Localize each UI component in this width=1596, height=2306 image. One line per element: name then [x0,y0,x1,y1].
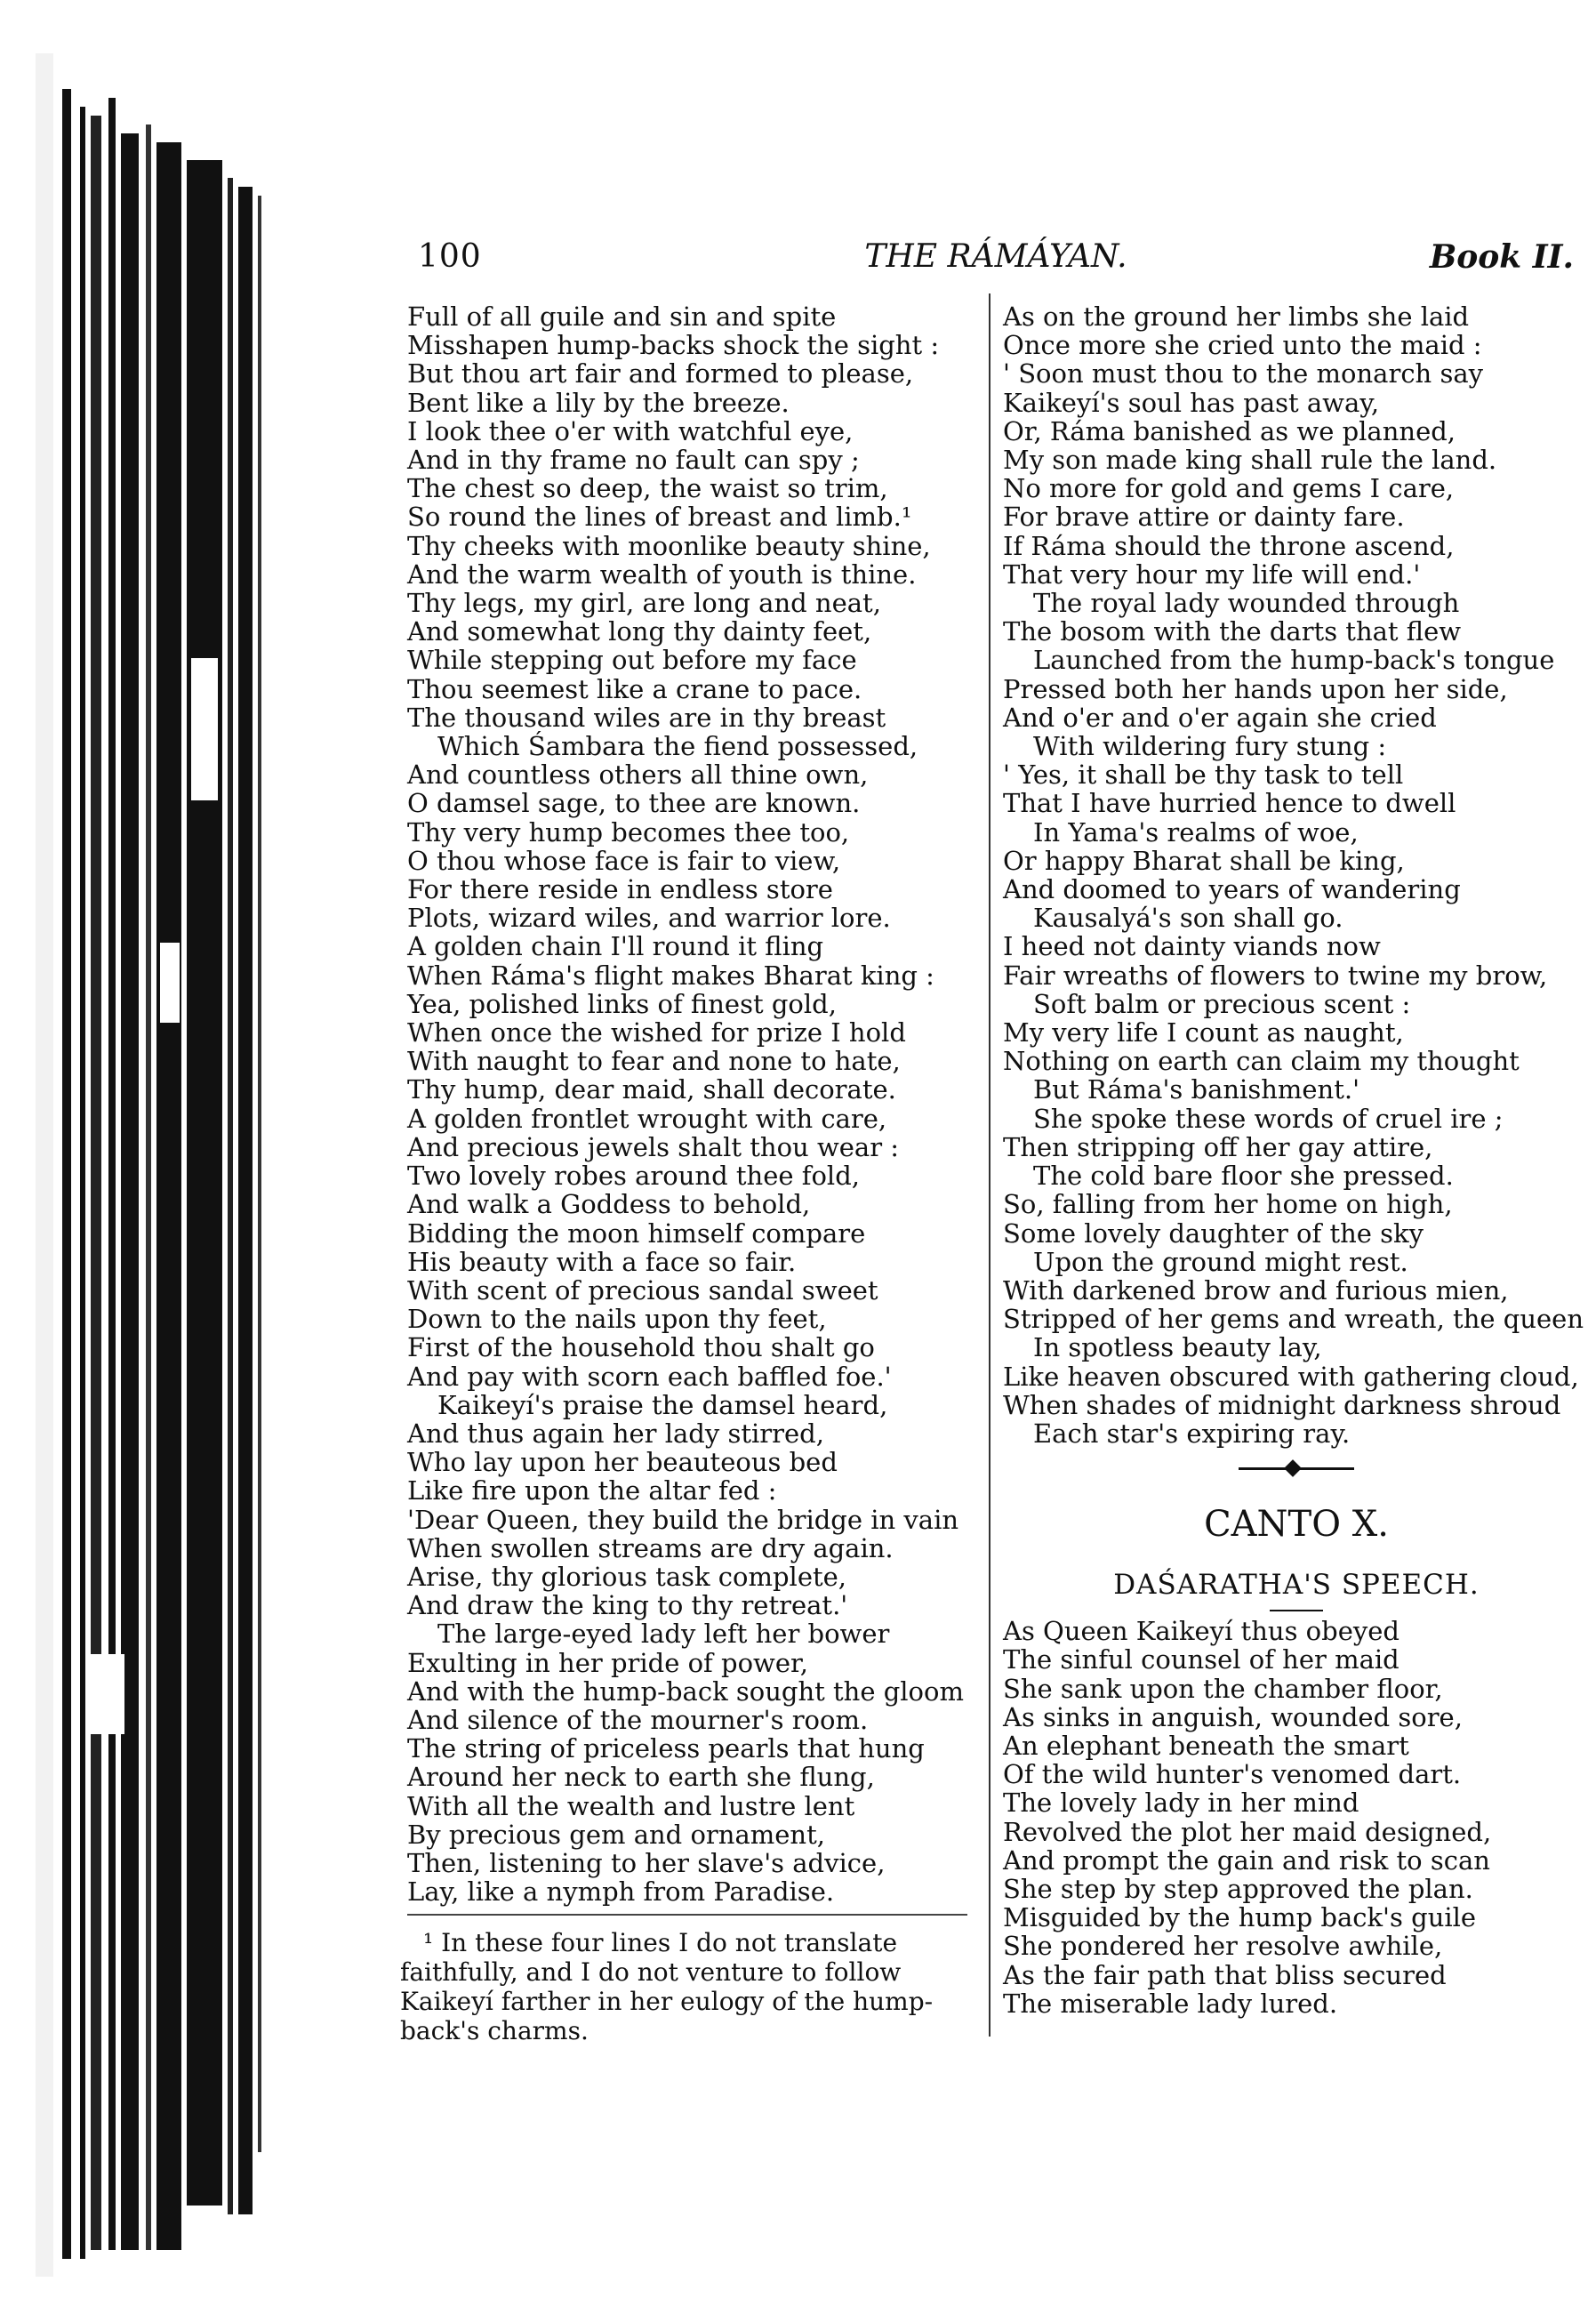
verse-line: The string of priceless pearls that hung [407,1733,925,1764]
verse-line: I heed not dainty viands now [1003,931,1381,962]
verse-line: While stepping out before my face [407,645,857,676]
verse-line: So round the lines of breast and limb.¹ [407,502,912,533]
verse-line: With darkened brow and furious mien, [1003,1274,1509,1306]
verse-line: First of the household thou shalt go [407,1332,875,1363]
verse-line: Who lay upon her beauteous bed [407,1447,838,1478]
verse-line: And thus again her lady stirred, [407,1418,824,1449]
verse-line: My very life I count as naught, [1003,1017,1404,1049]
verse-line: As sinks in anguish, wounded sore, [1003,1701,1463,1732]
verse-line: Soft balm or precious scent : [1033,988,1411,1019]
verse-line: My son made king shall rule the land. [1003,445,1497,476]
verse-line: ' Soon must thou to the monarch say [1003,358,1484,390]
verse-line: By precious gem and ornament, [407,1819,825,1850]
verse-line: Of the wild hunter's venomed dart. [1003,1759,1462,1790]
verse-line: In Yama's realms of woe, [1033,816,1359,848]
verse-line: No more for gold and gems I care, [1003,473,1455,504]
page-number: 100 [418,238,482,275]
section-ornament [1003,1460,1590,1478]
verse-line: Thy very hump becomes thee too, [407,816,850,848]
verse-line: Thy cheeks with moonlike beauty shine, [407,530,931,561]
footnote-line: faithfully, and I do not venture to follow [400,1957,902,1987]
verse-line: Around her neck to earth she flung, [407,1762,875,1793]
verse-line: Bidding the moon himself compare [407,1217,866,1249]
verse-line: ' Yes, it shall be thy task to tell [1003,759,1404,791]
verse-line: She spoke these words of cruel ire ; [1033,1103,1504,1134]
verse-line: 'Dear Queen, they build the bridge in vain [407,1504,959,1535]
verse-line: In spotless beauty lay, [1033,1332,1322,1363]
verse-line: When Ráma's flight makes Bharat king : [407,960,934,991]
verse-line: Bent like a lily by the breeze. [407,387,790,418]
verse-line: For brave attire or dainty fare. [1003,502,1405,533]
verse-line: Plots, wizard wiles, and warrior lore. [407,903,891,934]
verse-line: And o'er and o'er again she cried [1003,702,1437,733]
column-divider [989,293,990,2037]
verse-line: Which Śambara the fiend possessed, [437,731,918,762]
verse-line: With all the wealth and lustre lent [407,1790,855,1821]
verse-line: With naught to fear and none to hate, [407,1046,901,1077]
verse-line: An elephant beneath the smart [1003,1730,1409,1761]
verse-line: Then stripping off her gay attire, [1003,1131,1433,1162]
footnote [400,1928,969,2045]
verse-line: I look thee o'er with watchful eye, [407,415,854,446]
verse-line: The cold bare floor she pressed. [1033,1161,1454,1192]
verse-line: Thy legs, my girl, are long and neat, [407,588,881,619]
verse-line: Like heaven obscured with gathering cloud, [1003,1361,1579,1392]
verse-line: And countless others all thine own, [407,759,869,791]
verse-line: And the warm wealth of youth is thine. [407,558,917,590]
verse-line: And with the hump-back sought the gloom [407,1675,964,1707]
verse-line: The sinful counsel of her maid [1003,1644,1400,1675]
verse-line: When swollen streams are dry again. [407,1532,894,1563]
verse-line: And draw the king to thy retreat.' [407,1590,848,1621]
verse-line: As the fair path that bliss secured [1003,1959,1447,1990]
verse-line: Misguided by the hump back's guile [1003,1902,1477,1933]
verse-line: Two lovely robes around thee fold, [407,1161,860,1192]
verse-line: The large-eyed lady left her bower [437,1619,890,1650]
verse-line: O thou whose face is fair to view, [407,845,841,876]
verse-line: She sank upon the chamber floor, [1003,1673,1443,1704]
verse-line: The royal lady wounded through [1033,588,1460,619]
verse-line: She pondered her resolve awhile, [1003,1931,1443,1962]
verse-line: And silence of the mourner's room. [407,1704,869,1735]
verse-line: And walk a Goddess to behold, [407,1189,811,1220]
verse-line: A golden chain I'll round it fling [407,931,824,962]
verse-line: And prompt the gain and risk to scan [1003,1844,1490,1876]
verse-line: Stripped of her gems and wreath, the queen [1003,1304,1584,1335]
verse-line: Nothing on earth can claim my thought [1003,1046,1520,1077]
verse-line: But Ráma's banishment.' [1033,1074,1360,1105]
verse-line: Like fire upon the altar fed : [407,1475,777,1507]
footnote-line: ¹ In these four lines I do not translate [423,1928,898,1957]
verse-line: Or happy Bharat shall be king, [1003,845,1405,876]
verse-line: The bosom with the darts that flew [1003,616,1462,647]
right-column [1003,302,1590,2018]
verse-line: Once more she cried unto the maid : [1003,330,1482,361]
verse-line: Arise, thy glorious task complete, [407,1561,847,1592]
verse-line: Or, Ráma banished as we planned, [1003,415,1456,446]
verse-line: Revolved the plot her maid designed, [1003,1816,1492,1847]
verse-line: With wildering fury stung : [1033,731,1387,762]
verse-line: Exulting in her pride of power, [407,1647,808,1678]
right-column-verse [1003,302,1590,1448]
footnote-line: Kaikeyí farther in her eulogy of the hump- [400,1987,934,2016]
canto-verse [1003,1617,1590,2018]
verse-line: Pressed both her hands upon her side, [1003,673,1508,704]
verse-line: Each star's expiring ray. [1033,1418,1351,1449]
verse-line: O damsel sage, to thee are known. [407,788,861,819]
footnote-rule [407,1914,967,1916]
book-label: Book II. [1429,238,1574,276]
verse-line: The miserable lady lured. [1003,1988,1338,2019]
verse-line: But thou art fair and formed to please, [407,358,914,390]
verse-line: Misshapen hump-backs shock the sight : [407,330,940,361]
running-title: THE RÁMÁYAN. [864,238,1127,275]
verse-line: Then, listening to her slave's advice, [407,1847,886,1878]
verse-line: Kaikeyí's praise the damsel heard, [437,1389,888,1420]
verse-line: Upon the ground might rest. [1033,1246,1408,1277]
verse-line: And in thy frame no fault can spy ; [407,445,860,476]
canto-heading: CANTO X. [1204,1504,1389,1546]
verse-line: The thousand wiles are in thy breast [407,702,886,733]
verse-line: She step by step approved the plan. [1003,1873,1473,1904]
left-column [407,302,976,1906]
verse-line: The chest so deep, the waist so trim, [407,473,888,504]
verse-line: Thou seemest like a crane to pace. [407,673,862,704]
verse-line: For there reside in endless store [407,874,833,905]
verse-line: When once the wished for prize I hold [407,1017,906,1049]
page-edge-scan-artifact [36,53,302,2277]
canto-subtitle: DAŚARATHA'S SPEECH. [1113,1569,1480,1602]
verse-line: Thy hump, dear maid, shall decorate. [407,1074,896,1105]
verse-line: Fair wreaths of flowers to twine my brow, [1003,960,1548,991]
verse-line: If Ráma should the throne ascend, [1003,530,1455,561]
verse-line: His beauty with a face so fair. [407,1246,797,1277]
verse-line: Launched from the hump-back's tongue [1033,645,1555,676]
verse-line: Kausalyá's son shall go. [1033,903,1343,934]
verse-line: That I have hurried hence to dwell [1003,788,1456,819]
footnote-line: back's charms. [400,2016,589,2045]
verse-line: Lay, like a nymph from Paradise. [407,1876,835,1908]
verse-line: With scent of precious sandal sweet [407,1274,878,1306]
verse-line: As on the ground her limbs she laid [1003,301,1470,332]
verse-line: That very hour my life will end.' [1003,558,1421,590]
verse-line: And somewhat long thy dainty feet, [407,616,872,647]
verse-line: Kaikeyí's soul has past away, [1003,387,1380,418]
verse-line: When shades of midnight darkness shroud [1003,1389,1561,1420]
page-header [418,238,1574,283]
verse-line: As Queen Kaikeyí thus obeyed [1003,1616,1400,1647]
verse-line: And doomed to years of wandering [1003,874,1461,905]
subtitle-rule [1270,1610,1323,1611]
verse-line: Some lovely daughter of the sky [1003,1217,1424,1249]
verse-line: And precious jewels shalt thou wear : [407,1131,900,1162]
verse-line: A golden frontlet wrought with care, [407,1103,887,1134]
verse-line: The lovely lady in her mind [1003,1788,1359,1819]
verse-line: Yea, polished links of finest gold, [407,988,837,1019]
verse-line: Down to the nails upon thy feet, [407,1304,827,1335]
verse-line: Full of all guile and sin and spite [407,301,837,332]
verse-line: So, falling from her home on high, [1003,1189,1453,1220]
verse-line: And pay with scorn each baffled foe.' [407,1361,892,1392]
